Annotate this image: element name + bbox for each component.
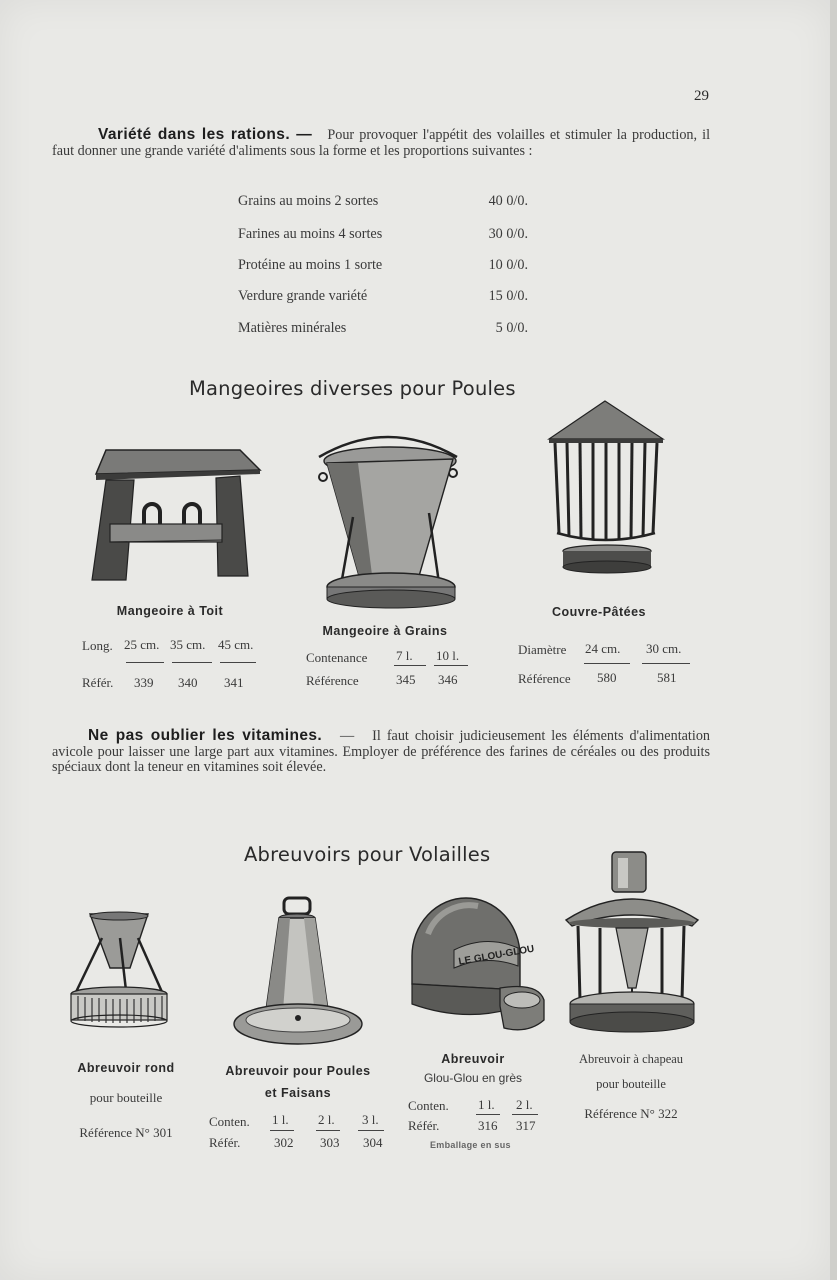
ration-value: 5 0/0. — [495, 320, 528, 336]
abreuvoir-glou-sub: Glou-Glou en grès — [423, 1071, 523, 1085]
poules-ref: 304 — [363, 1135, 383, 1150]
couvre-patees-name: Couvre-Pâtées — [551, 605, 647, 619]
grains-ref-label: Référence — [306, 673, 359, 688]
couvre-size: 30 cm. — [646, 641, 682, 656]
glou-ref: 317 — [516, 1118, 536, 1133]
ration-row — [238, 320, 528, 340]
vitamines-dash: — — [340, 728, 355, 744]
toit-size: 25 cm. — [124, 637, 160, 652]
grains-size: 10 l. — [436, 648, 460, 663]
grains-ref: 346 — [438, 672, 458, 687]
ration-label: Farines au moins 4 sortes — [238, 226, 383, 242]
grains-cont-label: Contenance — [306, 650, 368, 665]
intro-body: Pour provoquer l'appétit des volailles et stimuler la production, il faut donner une grande variété d'aliments sous la forme et les proportions suivantes : — [52, 127, 711, 159]
ration-label: Protéine au moins 1 sorte — [238, 257, 383, 273]
grains-ref: 345 — [396, 672, 416, 687]
poules-ref: 302 — [274, 1135, 294, 1150]
poules-size: 2 l. — [318, 1112, 335, 1127]
couvre-ref: 581 — [657, 670, 677, 685]
ration-label: Grains au moins 2 sortes — [238, 193, 379, 209]
abreuvoir-glou-name: Abreuvoir — [441, 1052, 505, 1066]
poules-size: 3 l. — [362, 1112, 379, 1127]
abreuvoir-chapeau-illustration — [562, 848, 702, 1038]
poules-ref: 303 — [320, 1135, 340, 1150]
abreuvoir-chapeau-sub: pour bouteille — [596, 1077, 666, 1091]
ration-value: 40 0/0. — [488, 193, 528, 209]
page-edge — [830, 0, 837, 1280]
ration-row — [238, 288, 528, 308]
abreuvoir-chapeau-name: Abreuvoir à chapeau — [578, 1052, 684, 1066]
ration-row — [238, 226, 528, 246]
poules-ref-label: Référ. — [209, 1135, 241, 1150]
page-number: 29 — [694, 88, 709, 104]
mangeoire-grains-illustration — [313, 427, 463, 612]
mangeoire-toit-name: Mangeoire à Toit — [116, 604, 224, 618]
glou-ref-label: Référ. — [408, 1118, 440, 1133]
abreuvoirs-title: Abreuvoirs pour Volailles — [244, 843, 491, 866]
abreuvoir-chapeau-ref: Référence N° 322 — [584, 1106, 678, 1121]
toit-ref: 340 — [178, 675, 198, 690]
glou-size: 2 l. — [516, 1097, 533, 1112]
couvre-ref: 580 — [597, 670, 617, 685]
ration-label: Matières minérales — [238, 320, 347, 336]
poules-cont-label: Conten. — [209, 1114, 250, 1129]
toit-ref: 341 — [224, 675, 244, 690]
toit-size: 45 cm. — [218, 637, 254, 652]
glou-glou-embossed-text: LE GLOU-GLOU — [457, 943, 536, 968]
couvre-patees-illustration — [545, 399, 665, 581]
poules-size: 1 l. — [272, 1112, 289, 1127]
abreuvoir-rond-ref: Référence N° 301 — [79, 1125, 173, 1140]
abreuvoir-rond-illustration — [68, 908, 170, 1034]
vitamines-body: Il faut choisir judicieusement les éléments d'alimentation avicole pour laisser une large part aux vitamines. Employer de préférence des farines de céréales ou des produits spéciaux dont la teneur en vitamines soit élevée. — [52, 728, 711, 775]
couvre-diam-label: Diamètre — [518, 642, 567, 657]
vitamines-heading: Ne pas oublier les vitamines. — [88, 727, 323, 744]
vitamines-paragraph — [52, 728, 710, 776]
toit-size: 35 cm. — [170, 637, 206, 652]
glou-size: 1 l. — [478, 1097, 495, 1112]
abreuvoir-rond-sub: pour bouteille — [89, 1090, 163, 1105]
glou-note: Emballage en sus — [430, 1140, 511, 1150]
abreuvoir-poules-name-2: et Faisans — [264, 1086, 332, 1100]
intro-heading: Variété dans les rations. — — [98, 126, 313, 143]
intro-paragraph — [52, 127, 710, 159]
ration-row — [238, 257, 528, 277]
grains-size: 7 l. — [396, 648, 413, 663]
couvre-size: 24 cm. — [585, 641, 621, 656]
abreuvoir-poules-name: Abreuvoir pour Poules — [225, 1064, 371, 1078]
abreuvoir-rond-name: Abreuvoir rond — [77, 1061, 175, 1075]
couvre-ref-label: Référence — [518, 671, 571, 686]
toit-long-label: Long. — [82, 638, 113, 653]
glou-cont-label: Conten. — [408, 1098, 449, 1113]
ration-value: 10 0/0. — [488, 257, 528, 273]
ration-value: 15 0/0. — [488, 288, 528, 304]
mangeoires-title: Mangeoires diverses pour Poules — [189, 377, 516, 400]
toit-ref: 339 — [134, 675, 154, 690]
mangeoire-grains-name: Mangeoire à Grains — [322, 624, 448, 638]
abreuvoir-poules-illustration — [232, 896, 364, 1054]
glou-ref: 316 — [478, 1118, 498, 1133]
ration-label: Verdure grande variété — [238, 288, 368, 304]
toit-ref-label: Référ. — [82, 675, 114, 690]
abreuvoir-glou-glou-illustration — [408, 894, 546, 1038]
ration-value: 30 0/0. — [488, 226, 528, 242]
ration-row — [238, 193, 528, 213]
mangeoire-toit-illustration — [88, 444, 263, 586]
